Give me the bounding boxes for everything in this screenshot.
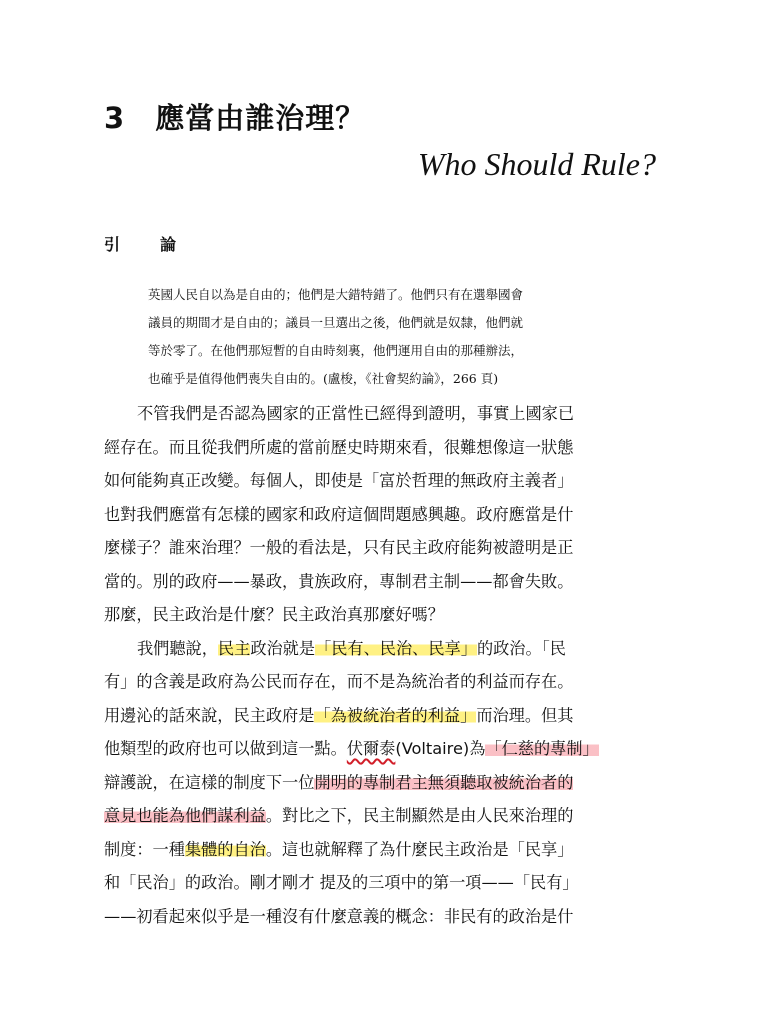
highlight-pink: 意見也能為他們謀利益 xyxy=(104,806,266,825)
section-heading: 引 論 xyxy=(104,235,189,254)
epigraph-line: 英國人民自以為是自由的；他們是大錯特錯了。他們只有在選舉國會 xyxy=(148,287,524,302)
chapter-subtitle: Who Should Rule? xyxy=(417,146,656,182)
body-line: 也對我們應當有怎樣的國家和政府這個問題感興趣。政府應當是什 xyxy=(104,504,574,524)
body-line: 經存在。而且從我們所處的當前歷史時期來看，很難想像這一狀態 xyxy=(104,437,574,457)
body-text xyxy=(104,397,664,933)
text-run: 政治就是 xyxy=(250,638,316,658)
body-line xyxy=(104,766,664,800)
text-run: 用邊沁的話來說，民主政府是 xyxy=(104,705,315,725)
body-line xyxy=(104,699,664,733)
body-line: 如何能夠真正改變。每個人，即使是「富於哲理的無政府主義者」 xyxy=(104,471,574,490)
body-line: ——初看起來似乎是一種沒有什麼意義的概念：非民有的政治是什 xyxy=(104,906,574,926)
text-run: 。對比之下，民主制顯然是由人民來治理的 xyxy=(265,806,574,825)
text-run: 的政治。「民 xyxy=(476,638,566,658)
epigraph-quote xyxy=(148,281,668,393)
text-run: 制度：一種 xyxy=(104,839,185,859)
body-line xyxy=(104,833,664,867)
chapter-title-text: 應當由誰治理？ xyxy=(155,101,366,135)
body-line: 當的。別的政府——暴政，貴族政府，專制君主制——都會失敗。 xyxy=(104,571,574,591)
highlight-yellow: 集體的自治 xyxy=(184,839,266,859)
wavy-underline: 伏爾泰 xyxy=(346,739,396,758)
chapter-title xyxy=(104,96,365,137)
body-line: 不管我們是否認為國家的正當性已經得到證明，事實上國家已 xyxy=(137,404,575,423)
body-line: 和「民治」的政治。剛才剛才 提及的三項中的第一項——「民有」 xyxy=(104,873,579,892)
body-line: 麼樣子？誰來治理？一般的看法是，只有民主政府能夠被證明是正 xyxy=(104,538,574,557)
body-line xyxy=(104,799,664,833)
text-run: 我們聽說， xyxy=(137,638,218,658)
highlight-pink: 開明的專制君主無須聽取被統治者的 xyxy=(314,772,574,792)
body-line xyxy=(104,732,664,766)
epigraph-line: 也確乎是值得他們喪失自由的。(盧梭，《社會契約論》，266 頁) xyxy=(148,371,499,386)
highlight-yellow: 「為被統治者的利益」 xyxy=(314,705,477,725)
text-run: 。這也就解釋了為什麼民主政治是「民享」 xyxy=(265,839,574,859)
body-line: 那麼，民主政治是什麼？民主政治真那麼好嗎？ xyxy=(104,605,444,624)
body-line xyxy=(104,632,664,666)
highlight-yellow: 「民有、民治、民享」 xyxy=(315,638,477,658)
epigraph-line: 等於零了。在他們那短暫的自由時刻裏，他們運用自由的那種辦法， xyxy=(148,343,524,358)
text-run: 辯護說，在這樣的制度下一位 xyxy=(104,772,315,792)
text-run: (Voltaire)為 xyxy=(395,739,486,758)
epigraph-line: 議員的期間才是自由的；議員一旦選出之後，他們就是奴隸，他們就 xyxy=(148,315,524,330)
chapter-number: 3 xyxy=(104,101,126,135)
highlight-pink: 「仁慈的專制」 xyxy=(485,739,599,758)
highlight-yellow: 民主 xyxy=(217,638,251,658)
text-run: 他類型的政府也可以做到這一點。 xyxy=(104,739,347,758)
body-line: 有」的含義是政府為公民而存在，而不是為統治者的利益而存在。 xyxy=(104,672,574,691)
text-run: 而治理。但其 xyxy=(476,705,574,725)
